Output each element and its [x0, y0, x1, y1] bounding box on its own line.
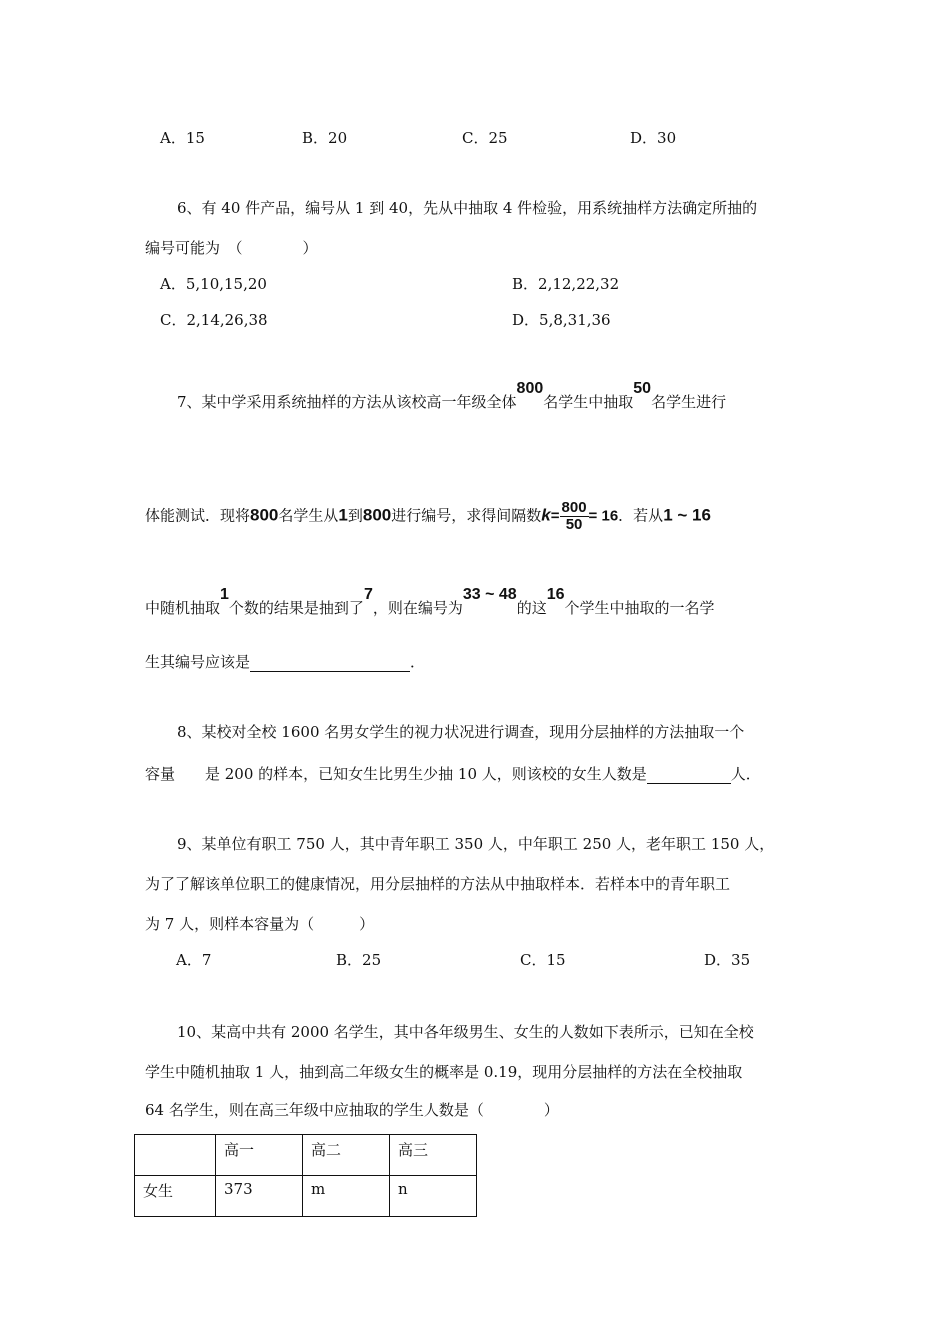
q7-text: 中随机抽取: [145, 599, 221, 617]
table-cell: n: [390, 1176, 477, 1217]
q7-math-800: 800: [250, 505, 279, 525]
table-header-cell: 高二: [303, 1135, 390, 1176]
q9-line2: 为了了解该单位职工的健康情况，用分层抽样的方法从中抽取样本．若样本中的青年职工: [145, 875, 731, 893]
q10-line1: 10、某高中共有 2000 名学生，其中各年级男生、女生的人数如下表所示，已知在全校: [177, 1023, 754, 1041]
q7-fraction-numerator: 800: [561, 499, 587, 516]
q7-fraction-denominator: 50: [565, 516, 583, 533]
q9-line1: 9、某单位有职工 750 人，其中青年职工 350 人，中年职工 250 人，老年职工 150 人，: [177, 835, 775, 853]
q9-option-b: B．25: [336, 951, 382, 969]
q9-option-a: A．7: [176, 951, 212, 969]
q7-text: 名学生中抽取: [543, 393, 634, 411]
q7-text: 个学生中抽取的一名学: [564, 599, 715, 617]
q7-text: 7、某中学采用系统抽样的方法从该校高一年级全体: [177, 393, 517, 411]
q7-text: 名学生从: [278, 506, 339, 525]
q7-line4: [145, 652, 425, 672]
q5-option-c: C．25: [462, 129, 508, 147]
q7-text: ．: [410, 653, 426, 671]
q6-option-a: A．5,10,15,20: [160, 275, 267, 293]
q8-text: 容量 是 200 的样本，已知女生比男生少抽 10 人，则该校的女生人数是: [145, 765, 647, 783]
table-row: [135, 1176, 477, 1217]
q6-line2: 编号可能为 （ ）: [145, 239, 318, 257]
q6-line1: 6、有 40 件产品，编号从 1 到 40，先从中抽取 4 件检验，用系统抽样方法确定所抽的: [177, 199, 758, 217]
q9-option-c: C．15: [520, 951, 566, 969]
q7-math-range1: 1 ~ 16: [663, 505, 711, 525]
table-header-row: [135, 1135, 477, 1176]
q7-math-1: 1: [220, 586, 229, 603]
q8-text: 人．: [730, 765, 761, 783]
table-header-cell: 高三: [390, 1135, 477, 1176]
q9-option-d: D．35: [704, 951, 751, 969]
q6-option-c: C．2,14,26,38: [160, 311, 268, 329]
q8-answer-blank: [647, 767, 731, 784]
q5-option-b: B．20: [302, 129, 348, 147]
q7-text: ，则在编号为: [372, 599, 463, 617]
q7-math-800: 800: [362, 505, 392, 525]
q10-line3: 64 名学生，则在高三年级中应抽取的学生人数是（ ）: [145, 1101, 559, 1119]
q7-text: 体能测试．现将: [145, 506, 251, 525]
q7-text: 的这: [516, 599, 547, 617]
q10-line2: 学生中随机抽取 1 人，抽到高二年级女生的概率是 0.19，现用分层抽样的方法在全校抽取: [145, 1063, 743, 1081]
q10-table: [134, 1134, 477, 1217]
q7-line3: [145, 586, 715, 619]
table-cell: 373: [216, 1176, 303, 1217]
q7-math-k: k: [541, 505, 551, 525]
q7-text: 到: [347, 506, 363, 525]
q7-text: 生其编号应该是: [145, 653, 251, 671]
q5-option-a: A．15: [160, 129, 205, 147]
q7-text: 名学生进行: [651, 393, 727, 411]
q7-fraction: [560, 500, 589, 533]
table-header-cell: [135, 1135, 216, 1176]
q7-text: ．若从: [618, 506, 664, 525]
q7-text: 个数的结果是抽到了: [228, 599, 364, 617]
q7-text: 进行编号，求得间隔数: [391, 506, 542, 525]
q7-math-1: 1: [338, 505, 348, 525]
q7-math-16: 16: [546, 586, 565, 603]
table-header-cell: 高一: [216, 1135, 303, 1176]
q7-math-eq: =: [550, 507, 560, 525]
q9-line3: 为 7 人，则样本容量为（ ）: [145, 915, 375, 933]
table-cell: 女生: [135, 1176, 216, 1217]
q7-math-50: 50: [633, 380, 652, 397]
q8-line2: [145, 764, 761, 784]
q7-line1: [177, 380, 727, 413]
q6-option-d: D．5,8,31,36: [512, 311, 611, 329]
q7-math-range2: 33 ~ 48: [462, 586, 517, 603]
q7-math-7: 7: [363, 586, 373, 603]
q6-option-b: B．2,12,22,32: [512, 275, 620, 293]
q7-line2: [145, 500, 711, 533]
q7-answer-blank: [250, 655, 410, 672]
q5-option-d: D．30: [630, 129, 677, 147]
q8-line1: 8、某校对全校 1600 名男女学生的视力状况进行调查，现用分层抽样的方法抽取一个: [177, 723, 745, 741]
q7-math-eq16: = 16: [588, 507, 619, 525]
table-cell: m: [303, 1176, 390, 1217]
q7-math-800: 800: [516, 380, 544, 397]
